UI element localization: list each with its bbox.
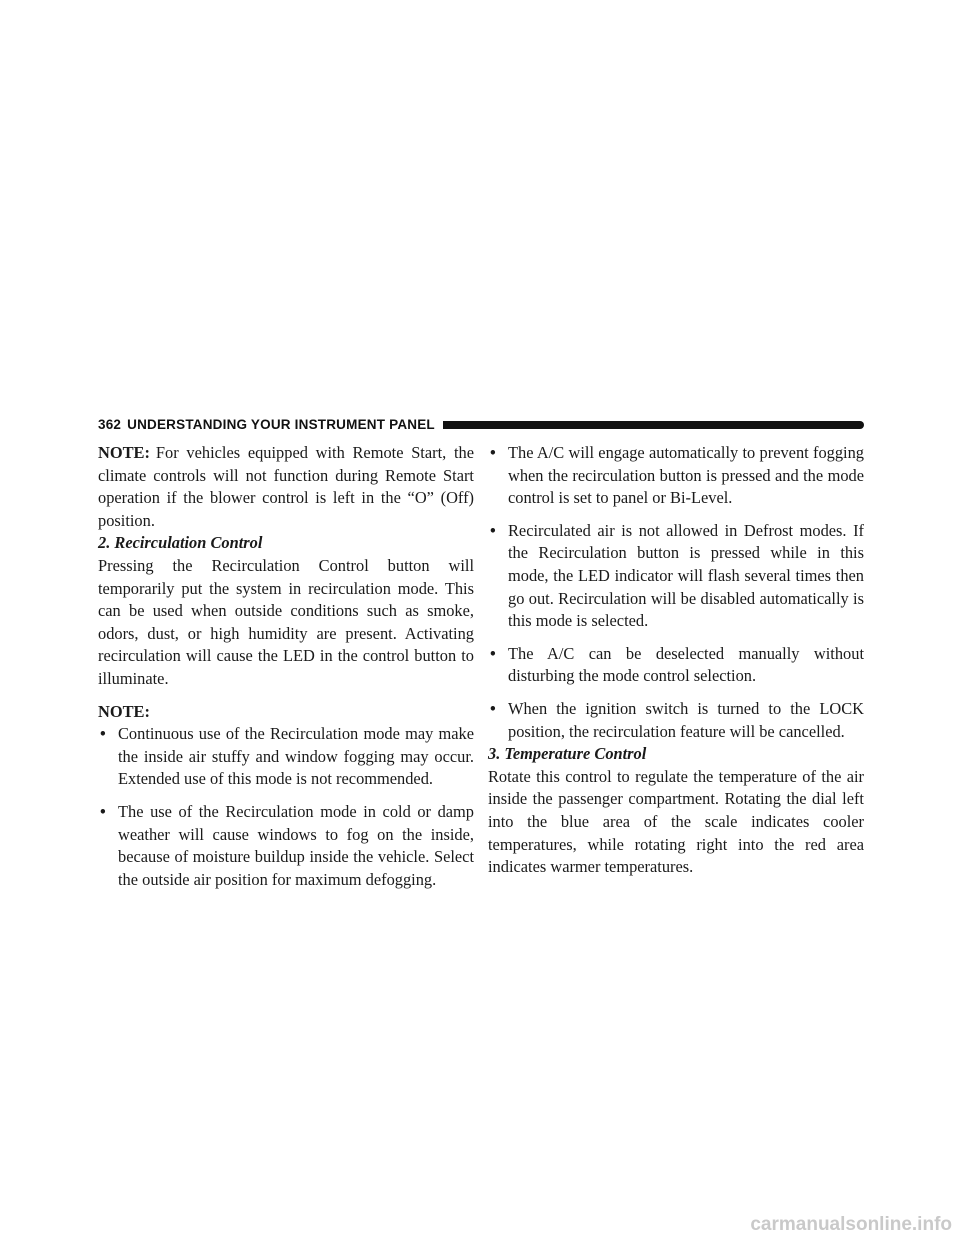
right-column: [488, 442, 864, 879]
list-item-text: Recirculated air is not allowed in Defrost modes. If the Recirculation button is pressed while in this mode, the LED indicator will flash several times then go out. Recirculation will be disabled automatically is this mode is selected.: [508, 520, 864, 631]
note-remote-start: [98, 442, 474, 532]
temperature-paragraph: Rotate this control to regulate the temperature of the air inside the passenger compartment. Rotating the dial left into the blue area of the scale indicates cooler temperatures, while rotating right into the red area indicates warmer temperatures.: [488, 766, 864, 877]
recirculation-behavior-list: [488, 442, 864, 743]
list-item-text: The A/C will engage automatically to prevent fogging when the recirculation button is pressed and the mode control is set to panel or Bi-Level.: [508, 443, 864, 508]
list-item: [488, 442, 864, 510]
page-header: [98, 414, 864, 434]
list-item: [488, 643, 864, 688]
list-item: [488, 698, 864, 743]
bullet-icon: •: [100, 801, 106, 821]
note-label: NOTE:: [98, 701, 150, 721]
list-item-text: Continuous use of the Recirculation mode may make the inside air stuffy and window fogging may occur. Extended use of this mode is not recommended.: [118, 724, 474, 789]
temperature-heading: 3. Temperature Control: [488, 744, 647, 764]
header-rule: [443, 421, 864, 429]
recirculation-notes-list: [98, 723, 474, 891]
bullet-icon: •: [490, 643, 496, 663]
bullet-icon: •: [100, 724, 106, 744]
note-label: NOTE:: [98, 443, 150, 462]
note-text: For vehicles equipped with Remote Start, the climate controls will not function during Remote Start operation if the blower control is left in the “O” (Off) position.: [98, 443, 474, 530]
list-item: [488, 520, 864, 633]
bullet-icon: •: [490, 698, 496, 718]
recirculation-paragraph: Pressing the Recirculation Control button will temporarily put the system in recirculation mode. This can be used when outside conditions such as smoke, odors, dust, or high humidity are present. Activating recirculation will cause the LED in the control button to illuminate.: [98, 555, 474, 688]
list-item-text: When the ignition switch is turned to the LOCK position, the recirculation feature will be cancelled.: [508, 698, 864, 741]
list-item: [98, 801, 474, 891]
recirculation-heading: 2. Recirculation Control: [98, 533, 263, 553]
bullet-icon: •: [490, 520, 496, 540]
list-item: [98, 723, 474, 791]
list-item-text: The use of the Recirculation mode in cold or damp weather will cause windows to fog on the inside, because of moisture buildup inside the vehicle. Select the outside air position for maximum defogging.: [118, 801, 474, 889]
page-number: 362: [98, 416, 122, 432]
section-title: UNDERSTANDING YOUR INSTRUMENT PANEL: [127, 416, 435, 432]
list-item-text: The A/C can be deselected manually without disturbing the mode control selection.: [508, 643, 864, 686]
bullet-icon: •: [490, 443, 496, 462]
left-column: [98, 442, 474, 891]
watermark-link[interactable]: carmanualsonline.info: [750, 1214, 952, 1235]
